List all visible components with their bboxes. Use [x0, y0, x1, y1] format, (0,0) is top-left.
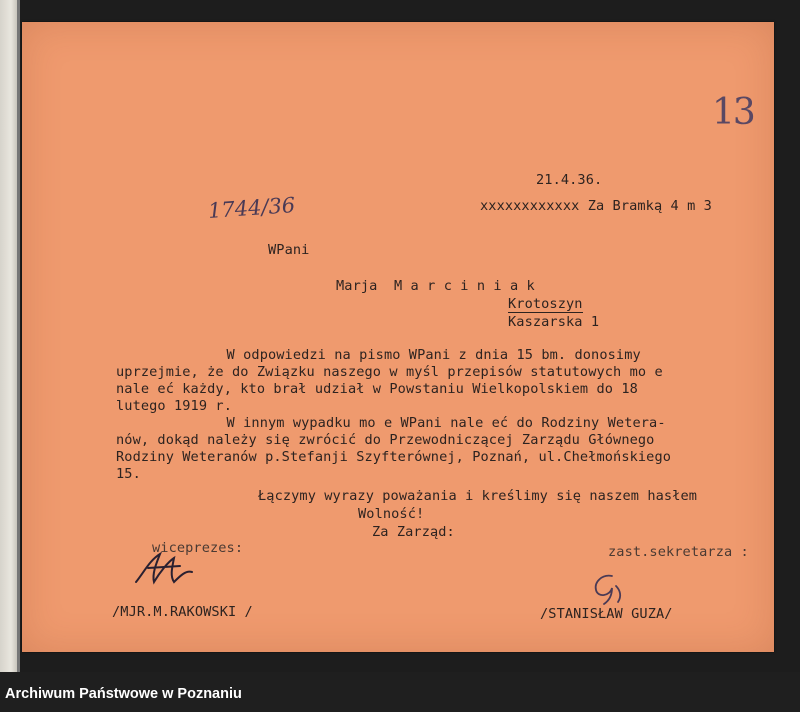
archive-name: Archiwum Państwowe w Poznaniu — [5, 686, 242, 702]
closing-motto: Wolność! — [358, 506, 425, 522]
recipient-name: Marja M a r c i n i a k — [336, 278, 535, 294]
vice-president-name: /MJR.M.RAKOWSKI / — [112, 604, 253, 620]
deputy-secretary-name: /STANISŁAW GUZA/ — [540, 606, 673, 622]
letter-date: 21.4.36. — [536, 172, 603, 188]
closing-board: Za Zarząd: — [372, 524, 455, 540]
archive-footer — [0, 672, 800, 712]
closing-greeting: Łączymy wyrazy poważania i kreślimy się naszem hasłem — [258, 488, 698, 504]
body-line: nów, dokąd należy się zwrócić do Przewodniczącej Zarządu Głównego — [116, 432, 655, 448]
letter-paper — [22, 22, 774, 652]
salutation: WPani — [268, 242, 310, 258]
body-line: W odpowiedzi na pismo WPani z dnia 15 bm. donosimy — [152, 347, 641, 363]
reference-number: 1744/36 — [207, 192, 296, 224]
page-number: 13 — [712, 92, 754, 133]
sender-address: xxxxxxxxxxxx Za Bramką 4 m 3 — [480, 198, 712, 214]
recipient-city: Krotoszyn — [508, 296, 583, 312]
body-line: W innym wypadku mo e WPani nale eć do Rodziny Wetera- — [152, 415, 666, 431]
deputy-secretary-title: zast.sekretarza : — [608, 544, 749, 560]
signature-guza — [582, 568, 632, 608]
body-line: 15. — [116, 466, 141, 482]
body-line: nale eć każdy, kto brał udział w Powstaniu Wielkopolskiem do 18 — [116, 381, 638, 397]
signature-rakowski — [130, 542, 210, 590]
binder-edge — [0, 0, 20, 672]
body-line: uprzejmie, że do Związku naszego w myśl przepisów statutowych mo e — [116, 364, 663, 380]
body-line: lutego 1919 r. — [116, 398, 232, 414]
body-line: Rodziny Weteranów p.Stefanji Szyfterównej, Poznań, ul.Chełmońskiego — [116, 449, 672, 465]
vice-president-title: wiceprezes: — [152, 540, 244, 556]
recipient-street: Kaszarska 1 — [508, 314, 600, 330]
